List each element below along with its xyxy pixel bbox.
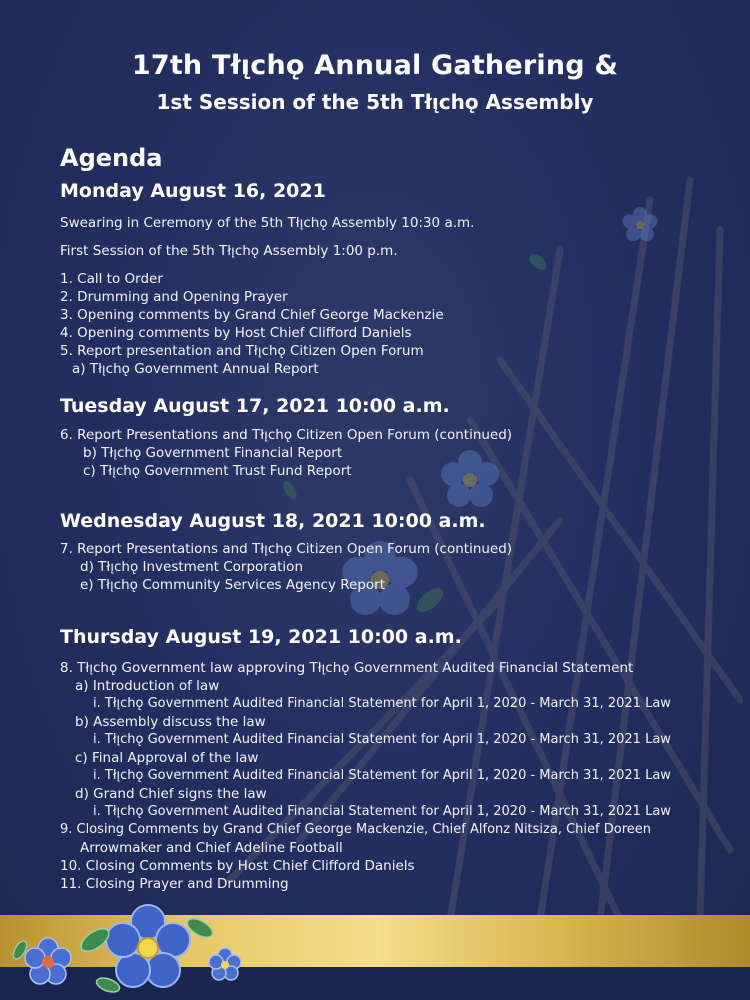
agenda-line: 8. Tłı̨chǫ Government law approving Tłı̨chǫ Government Audited Financial Statement: [60, 660, 634, 676]
agenda-line: b) Tłı̨chǫ Government Financial Report: [83, 445, 343, 461]
agenda-line: Arrowmaker and Chief Adeline Football: [80, 840, 343, 856]
agenda-line: i. Tłı̨chǫ Government Audited Financial Statement for April 1, 2020 - March 31, 2021 Law: [93, 696, 671, 711]
flower-small-left: [25, 938, 71, 984]
agenda-line: a) Tłı̨chǫ Government Annual Report: [72, 361, 319, 377]
agenda-line: 10. Closing Comments by Host Chief Clifford Daniels: [60, 858, 415, 874]
day-heading-monday: Monday August 16, 2021: [60, 180, 326, 202]
flower-large: [106, 905, 190, 987]
agenda-line: 3. Opening comments by Grand Chief George Mackenzie: [60, 307, 444, 323]
agenda-line: a) Introduction of law: [75, 678, 220, 694]
agenda-line: d) Grand Chief signs the law: [75, 786, 267, 802]
flower-small-right: [209, 948, 241, 980]
agenda-line: 6. Report Presentations and Tłı̨chǫ Citizen Open Forum (continued): [60, 427, 513, 443]
agenda-line: b) Assembly discuss the law: [75, 714, 266, 730]
title-line-2: 1st Session of the 5th Tłı̨chǫ Assembly: [156, 90, 594, 114]
agenda-line: Swearing in Ceremony of the 5th Tłı̨chǫ Assembly 10:30 a.m.: [60, 215, 475, 231]
agenda-line: 7. Report Presentations and Tłı̨chǫ Citizen Open Forum (continued): [60, 541, 513, 557]
agenda-line: d) Tłı̨chǫ Investment Corporation: [80, 559, 303, 575]
agenda-line: c) Tłı̨chǫ Government Trust Fund Report: [83, 463, 352, 479]
agenda-line: 2. Drumming and Opening Prayer: [60, 289, 288, 305]
agenda-line: 5. Report presentation and Tłı̨chǫ Citizen Open Forum: [60, 343, 424, 359]
day-heading-thursday: Thursday August 19, 2021 10:00 a.m.: [60, 626, 462, 648]
agenda-line: First Session of the 5th Tłı̨chǫ Assembly 1:00 p.m.: [60, 243, 398, 259]
agenda-line: i. Tłı̨chǫ Government Audited Financial Statement for April 1, 2020 - March 31, 2021 Law: [93, 768, 671, 783]
agenda-line: i. Tłı̨chǫ Government Audited Financial Statement for April 1, 2020 - March 31, 2021 Law: [93, 804, 671, 819]
agenda-line: c) Final Approval of the law: [75, 750, 259, 766]
agenda-line: i. Tłı̨chǫ Government Audited Financial Statement for April 1, 2020 - March 31, 2021 Law: [93, 732, 671, 747]
agenda-line: 1. Call to Order: [60, 271, 163, 287]
day-heading-wednesday: Wednesday August 18, 2021 10:00 a.m.: [60, 510, 486, 532]
agenda-line: 4. Opening comments by Host Chief Clifford Daniels: [60, 325, 412, 341]
title-line-1: 17th Tłı̨chǫ Annual Gathering &: [131, 50, 619, 81]
agenda-line: e) Tłı̨chǫ Community Services Agency Report: [80, 577, 385, 593]
agenda-line: 9. Closing Comments by Grand Chief George Mackenzie, Chief Alfonz Nitsiza, Chief Doreen: [60, 822, 651, 837]
day-heading-tuesday: Tuesday August 17, 2021 10:00 a.m.: [60, 395, 450, 417]
agenda-line: 11. Closing Prayer and Drumming: [60, 876, 289, 892]
agenda-heading: Agenda: [60, 144, 163, 172]
